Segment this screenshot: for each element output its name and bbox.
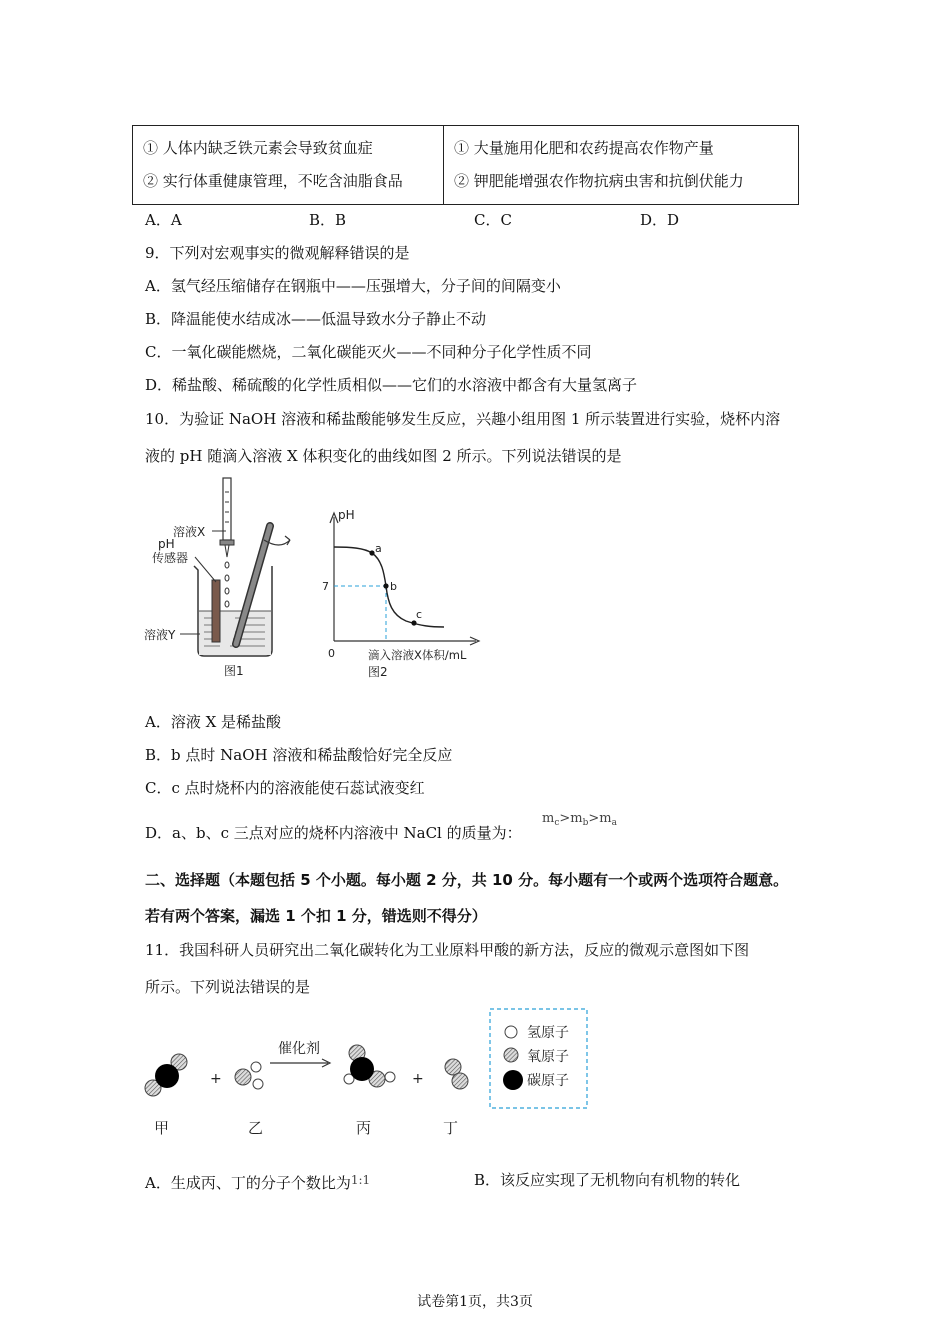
section-2-heading-line-2: 若有两个答案，漏选 1 个扣 1 分，错选则不得分） xyxy=(145,907,487,925)
legend-hydrogen-icon xyxy=(505,1026,517,1038)
table-right-line-2: ② 钾肥能增强农作物抗病虫害和抗倒伏能力 xyxy=(454,172,744,190)
molecule-bing-formic-acid xyxy=(344,1045,395,1087)
drop xyxy=(225,562,229,568)
molecule-yi xyxy=(235,1062,263,1089)
q8-option-d[interactable]: D．D xyxy=(640,211,680,229)
figure-2-ph-curve xyxy=(316,505,496,685)
q9-option-c[interactable]: C．一氧化碳能燃烧，二氧化碳能灭火——不同种分子化学性质不同 xyxy=(145,343,592,361)
nacl-mass-formula xyxy=(542,811,617,828)
figure-1-caption: 图1 xyxy=(224,664,244,678)
legend-carbon-icon xyxy=(503,1070,523,1090)
tick-7: 7 xyxy=(322,580,329,593)
q10-stem-line-1: 10．为验证 NaOH 溶液和稀盐酸能够发生反应，兴趣小组用图 1 所示装置进行实验，烧杯内溶 xyxy=(145,410,781,428)
molecule-jia-co2 xyxy=(145,1054,187,1096)
molecule-ding xyxy=(445,1059,468,1089)
q8-option-c[interactable]: C．C xyxy=(474,211,512,229)
q11-ratio: 1:1 xyxy=(350,1173,371,1187)
q10-option-b[interactable]: B．b 点时 NaOH 溶液和稀盐酸恰好完全反应 xyxy=(145,746,453,764)
label-point-a: a xyxy=(375,542,382,555)
origin-label: 0 xyxy=(328,647,335,660)
table-left-line-2: ② 实行体重健康管理，不吃含油脂食品 xyxy=(143,172,403,190)
q9-option-b[interactable]: B．降温能使水结成冰——低温导致水分子静止不动 xyxy=(145,310,487,328)
label-point-b: b xyxy=(390,580,397,593)
options-table xyxy=(132,125,799,205)
q8-option-a[interactable]: A．A xyxy=(145,211,182,229)
label-sensor: 传感器 xyxy=(152,551,189,565)
ph-curve xyxy=(334,547,444,627)
q10-stem-line-2: 液的 pH 随滴入溶液 X 体积变化的曲线如图 2 所示。下列说法错误的是 xyxy=(145,447,622,465)
q8-option-b[interactable]: B．B xyxy=(309,211,347,229)
point-c xyxy=(411,620,416,625)
label-point-c: c xyxy=(416,608,423,621)
plus-sign-2: + xyxy=(412,1071,424,1087)
table-cell-right xyxy=(444,126,799,205)
legend-oxygen-label: 氧原子 xyxy=(527,1049,569,1065)
label-solution-y: 溶液Y xyxy=(144,628,176,642)
q11-stem-line-2: 所示。下列说法错误的是 xyxy=(145,978,311,996)
q11-option-b[interactable]: B．该反应实现了无机物向有机物的转化 xyxy=(474,1171,741,1189)
plus-sign-1: + xyxy=(210,1071,222,1087)
reaction-diagram xyxy=(140,1005,600,1145)
formula-gt-2: > xyxy=(588,811,600,826)
figure-1-apparatus xyxy=(140,472,305,682)
formula-m-3: m xyxy=(599,811,612,826)
legend-carbon-label: 碳原子 xyxy=(527,1073,569,1089)
ph-sensor xyxy=(212,580,220,642)
y-axis-label: pH xyxy=(338,508,355,522)
legend-oxygen-icon xyxy=(504,1048,518,1062)
q11-option-a-text: A．生成丙、丁的分子个数比为 xyxy=(145,1174,351,1192)
figure-2-caption: 图2 xyxy=(368,665,388,679)
formula-sub-a: a xyxy=(611,818,617,828)
formula-sub-b: b xyxy=(582,818,589,828)
label-ph: pH xyxy=(158,537,175,551)
q9-option-d[interactable]: D．稀盐酸、稀硫酸的化学性质相似——它们的水溶液中都含有大量氢离子 xyxy=(145,376,638,394)
catalyst-label: 催化剂 xyxy=(278,1041,320,1057)
label-solution-x: 溶液X xyxy=(173,525,206,539)
q11-option-a[interactable] xyxy=(145,1170,370,1193)
x-axis-label: 滴入溶液X体积/mL xyxy=(368,648,467,662)
burette-stopcock xyxy=(220,540,234,545)
table-left-line-1: ① 人体内缺乏铁元素会导致贫血症 xyxy=(143,139,373,157)
formula-gt-1: > xyxy=(559,811,571,826)
q11-stem-line-1: 11．我国科研人员研究出二氧化碳转化为工业原料甲酸的新方法，反应的微观示意图如下图 xyxy=(145,941,750,959)
table-cell-left xyxy=(133,126,444,205)
label-ding: 丁 xyxy=(443,1119,459,1137)
q10-option-d[interactable]: D．a、b、c 三点对应的烧杯内溶液中 NaCl 的质量为： xyxy=(145,824,522,842)
formula-sub-c: c xyxy=(554,818,560,828)
q9-stem: 9．下列对宏观事实的微观解释错误的是 xyxy=(145,244,410,262)
section-2-heading-line-1: 二、选择题（本题包括 5 个小题。每小题 2 分，共 10 分。每小题有一个或两个选项符合题意。 xyxy=(145,871,789,889)
formula-m-1: m xyxy=(542,811,555,826)
drop xyxy=(225,575,229,581)
drop xyxy=(225,601,229,607)
label-yi: 乙 xyxy=(248,1119,264,1137)
label-jia: 甲 xyxy=(154,1119,170,1137)
formula-m-2: m xyxy=(570,811,583,826)
q10-option-c[interactable]: C．c 点时烧杯内的溶液能使石蕊试液变红 xyxy=(145,779,425,797)
drop xyxy=(225,588,229,594)
q10-option-a[interactable]: A．溶液 X 是稀盐酸 xyxy=(145,713,282,731)
legend-hydrogen-label: 氢原子 xyxy=(527,1025,569,1041)
page-footer: 试卷第1页，共3页 xyxy=(417,1294,533,1310)
point-b xyxy=(383,583,388,588)
label-bing: 丙 xyxy=(356,1119,372,1137)
point-a xyxy=(369,550,374,555)
q9-option-a[interactable]: A．氢气经压缩储存在钢瓶中——压强增大，分子间的间隔变小 xyxy=(145,277,561,295)
table-right-line-1: ① 大量施用化肥和农药提高农作物产量 xyxy=(454,139,714,157)
